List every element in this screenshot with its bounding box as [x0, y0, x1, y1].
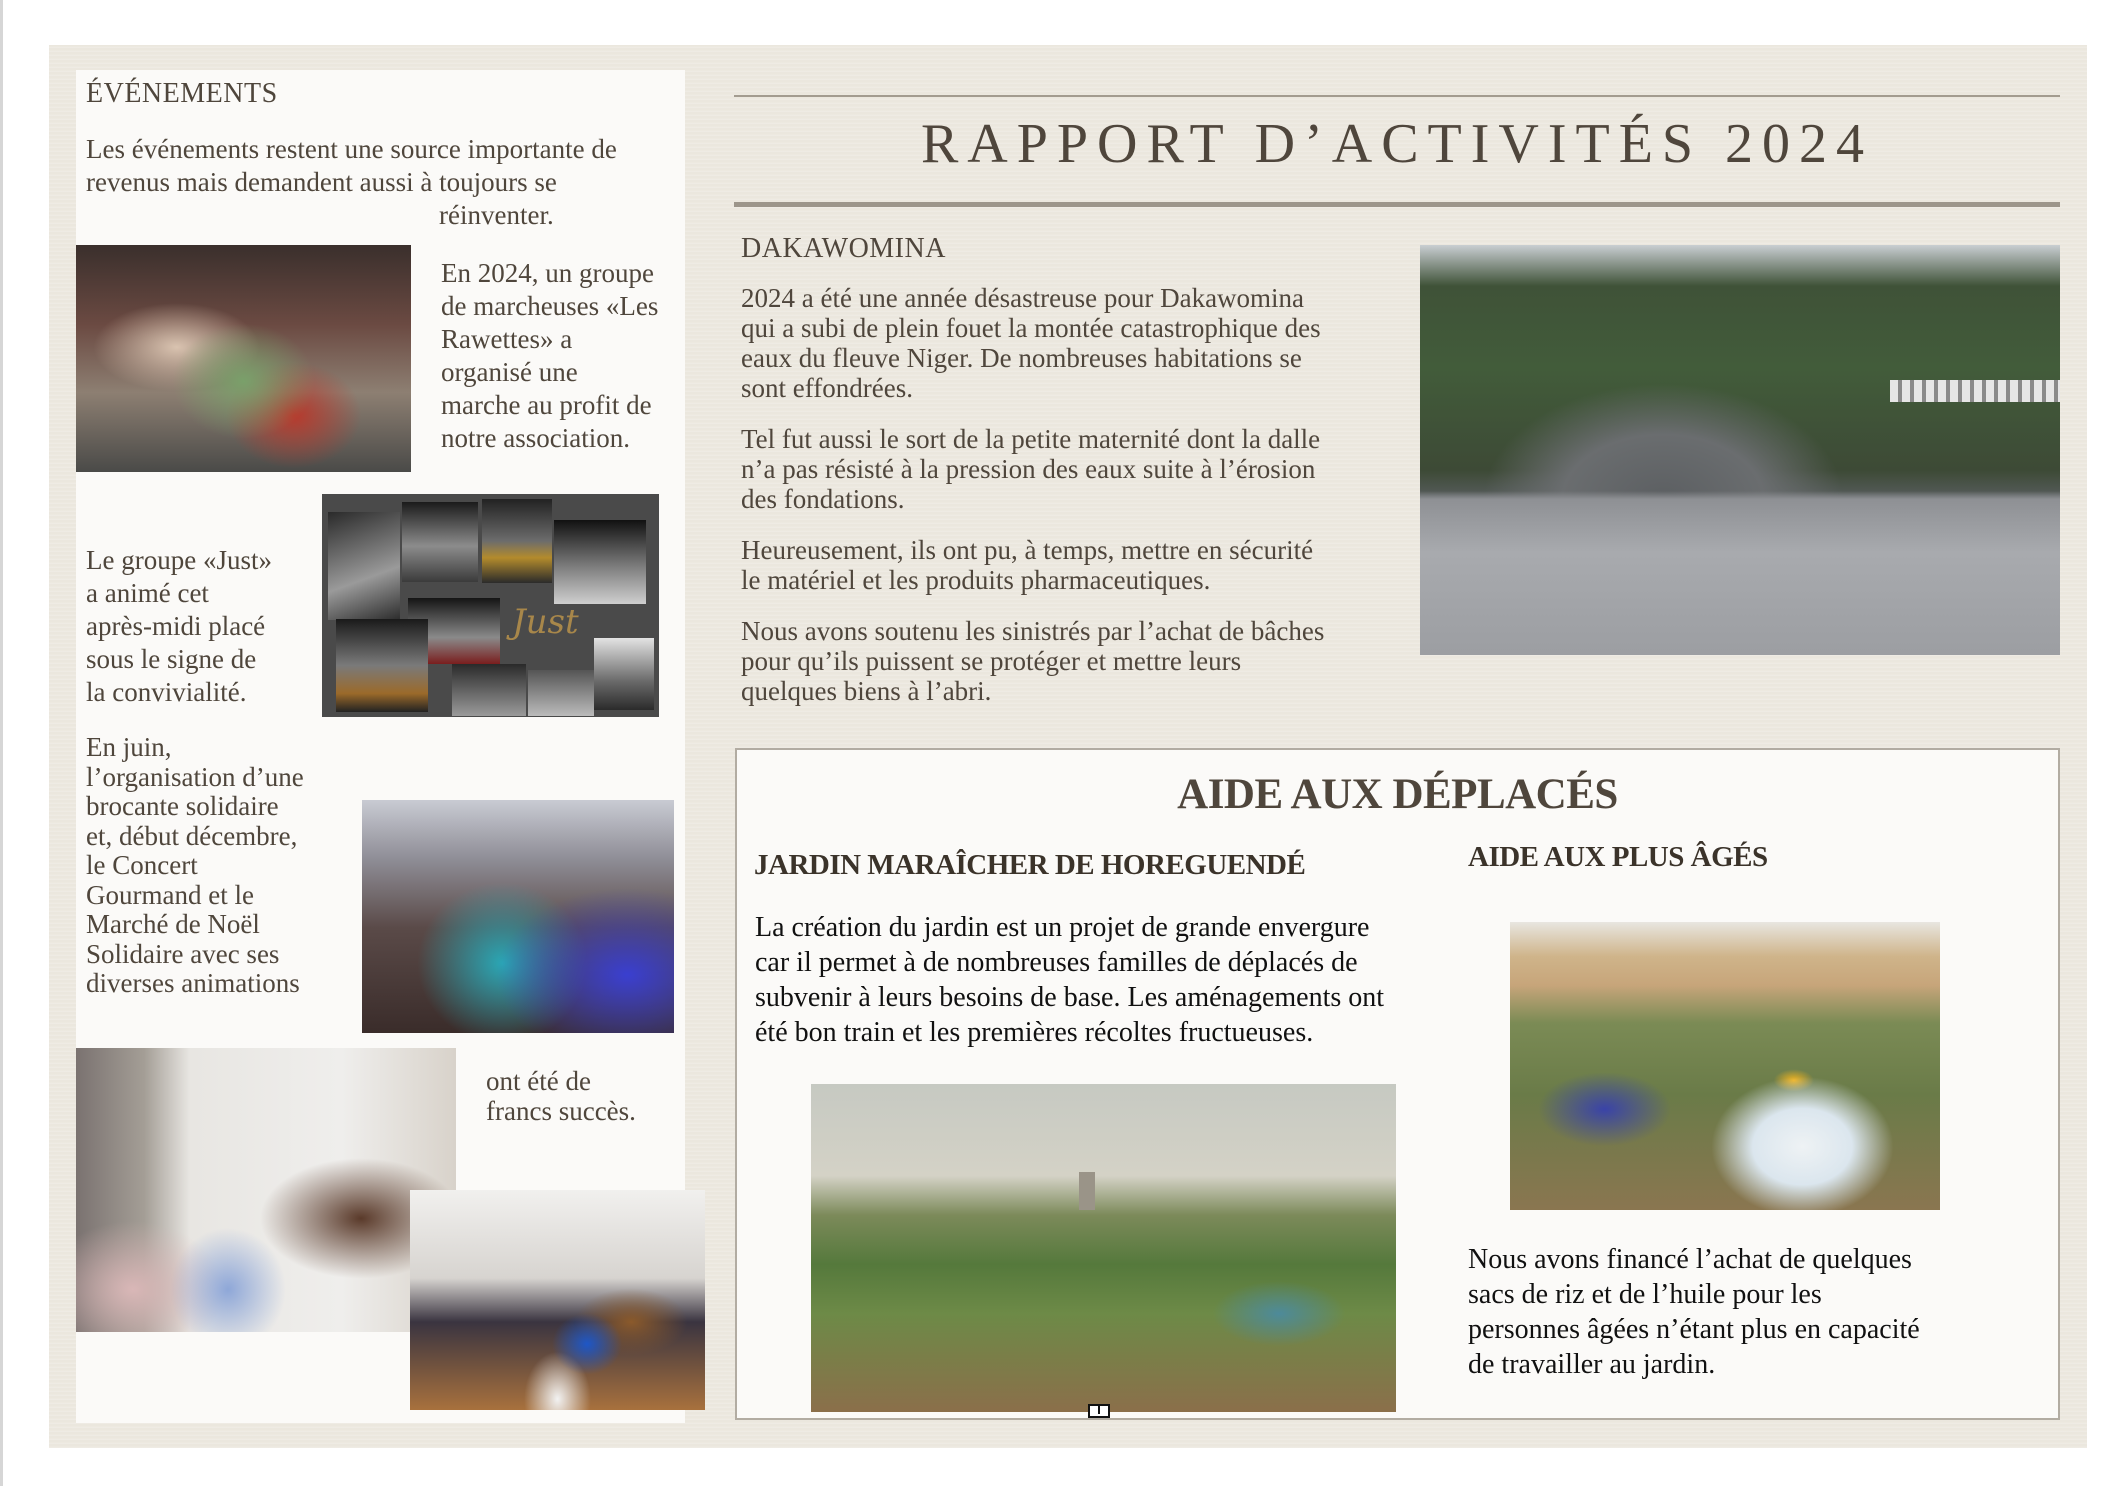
elderly-aid-photo	[1510, 922, 1940, 1210]
musician-photo	[328, 512, 400, 620]
text-line: de marcheuses «Les	[441, 291, 659, 321]
text-line: Solidaire avec ses	[86, 938, 280, 969]
text-line: Marché de Noël	[86, 909, 260, 939]
text-line: la convivialité.	[86, 677, 247, 707]
events-intro	[86, 134, 686, 230]
just-text	[86, 544, 306, 709]
text-line: notre association.	[441, 423, 630, 453]
text-line: n’a pas résisté à la pression des eaux suite à l’érosion	[741, 454, 1316, 484]
text-line: Tel fut aussi le sort de la petite maternité dont la dalle	[741, 424, 1321, 454]
text-line: brocante solidaire	[86, 791, 279, 821]
page-title: RAPPORT D’ACTIVITÉS 2024	[920, 113, 1874, 175]
text-line: ont été de	[486, 1066, 591, 1096]
text-line: Le groupe «Just»	[86, 545, 272, 575]
dakawomina-paragraph	[741, 535, 1391, 595]
ages-text	[1468, 1242, 1988, 1382]
dakawomina-heading: DAKAWOMINA	[741, 233, 946, 264]
events-intro-line: revenus mais demandent aussi à toujours se	[86, 167, 557, 197]
text-line: francs succès.	[486, 1095, 636, 1126]
juin-text	[86, 733, 356, 999]
shelter-roof	[1890, 380, 2060, 402]
text-line: organisé une	[441, 357, 578, 387]
musician-photo	[594, 638, 654, 710]
text-line: personnes âgées n’étant plus en capacité	[1468, 1314, 1920, 1345]
musician-photo	[402, 502, 478, 582]
text-line: 2024 a été une année désastreuse pour Dakawomina	[741, 283, 1305, 313]
text-line: La création du jardin est un projet de grande envergure	[755, 912, 1370, 943]
dakawomina-paragraph	[741, 616, 1391, 706]
text-line: de travailler au jardin.	[1468, 1349, 1716, 1380]
aide-deplaces-box	[735, 748, 2060, 1420]
text-line: sont effondrées.	[741, 373, 913, 403]
dakawomina-text	[741, 283, 1391, 706]
musician-photo	[452, 664, 526, 716]
just-logo: Just	[512, 602, 579, 642]
rawettes-text	[441, 257, 681, 455]
text-line: diverses animations	[86, 968, 300, 998]
accordion-photo	[410, 1190, 705, 1410]
text-line: Nous avons financé l’achat de quelques	[1468, 1244, 1912, 1275]
text-line: pour qu’ils puissent se protéger et mettre leurs	[741, 646, 1242, 676]
text-line: le matériel et les produits pharmaceutiques.	[741, 565, 1211, 595]
text-line: En juin,	[86, 732, 172, 762]
text-line: En 2024, un groupe	[441, 258, 654, 288]
text-line: l’organisation d’une	[86, 761, 304, 792]
brocante-photo	[76, 1048, 456, 1332]
ages-heading: AIDE AUX PLUS ÂGÉS	[1468, 841, 1768, 873]
title-rule-top	[734, 95, 2060, 97]
dakawomina-paragraph	[741, 283, 1391, 403]
text-line: marche au profit de	[441, 390, 652, 420]
jardin-heading: JARDIN MARAÎCHER DE HOREGUENDÉ	[754, 849, 1306, 881]
text-line: sacs de riz et de l’huile pour les	[1468, 1279, 1822, 1310]
flood-photo	[1420, 245, 2060, 655]
text-line: après-midi placé	[86, 611, 266, 641]
title-rule-bottom	[734, 202, 2060, 207]
text-line: subvenir à leurs besoins de base. Les aménagements ont	[755, 982, 1385, 1013]
text-line: quelques biens à l’abri.	[741, 676, 992, 706]
aide-title: AIDE AUX DÉPLACÉS	[1177, 771, 1618, 818]
musician-photo	[336, 619, 428, 712]
musician-photo	[528, 670, 594, 716]
text-line: des fondations.	[741, 484, 905, 514]
water-tower	[1079, 1172, 1095, 1210]
text-line: été bon train et les premières récoltes fructueuses.	[755, 1017, 1314, 1048]
jardin-text	[755, 910, 1455, 1050]
succes-text	[486, 1067, 686, 1126]
events-heading: ÉVÉNEMENTS	[86, 78, 278, 109]
events-intro-line: réinventer.	[439, 200, 554, 230]
walkers-photo	[76, 245, 411, 472]
text-line: sous le signe de	[86, 644, 257, 674]
text-line: car il permet à de nombreuses familles de déplacés de	[755, 947, 1358, 978]
text-line: et, début décembre,	[86, 820, 298, 851]
text-line: Nous avons soutenu les sinistrés par l’achat de bâches	[741, 616, 1325, 646]
text-line: le Concert	[86, 850, 198, 880]
object-anchor-handle[interactable]	[1088, 1404, 1110, 1418]
just-band-photo	[322, 494, 659, 717]
musician-photo	[554, 520, 646, 604]
text-line: eaux du fleuve Niger. De nombreuses habitations se	[741, 343, 1302, 373]
musician-photo	[482, 499, 552, 583]
events-intro-line: Les événements restent une source importante de	[86, 134, 617, 164]
text-line: qui a subi de plein fouet la montée catastrophique des	[741, 313, 1321, 343]
text-line: Rawettes» a	[441, 324, 573, 354]
garden-photo	[811, 1084, 1396, 1412]
page-edge	[0, 0, 3, 1486]
text-line: Gourmand et le	[86, 879, 254, 910]
concert-dinner-photo	[362, 800, 674, 1033]
text-line: a animé cet	[86, 578, 209, 608]
text-line: Heureusement, ils ont pu, à temps, mettre en sécurité	[741, 535, 1314, 565]
dakawomina-paragraph	[741, 424, 1391, 514]
